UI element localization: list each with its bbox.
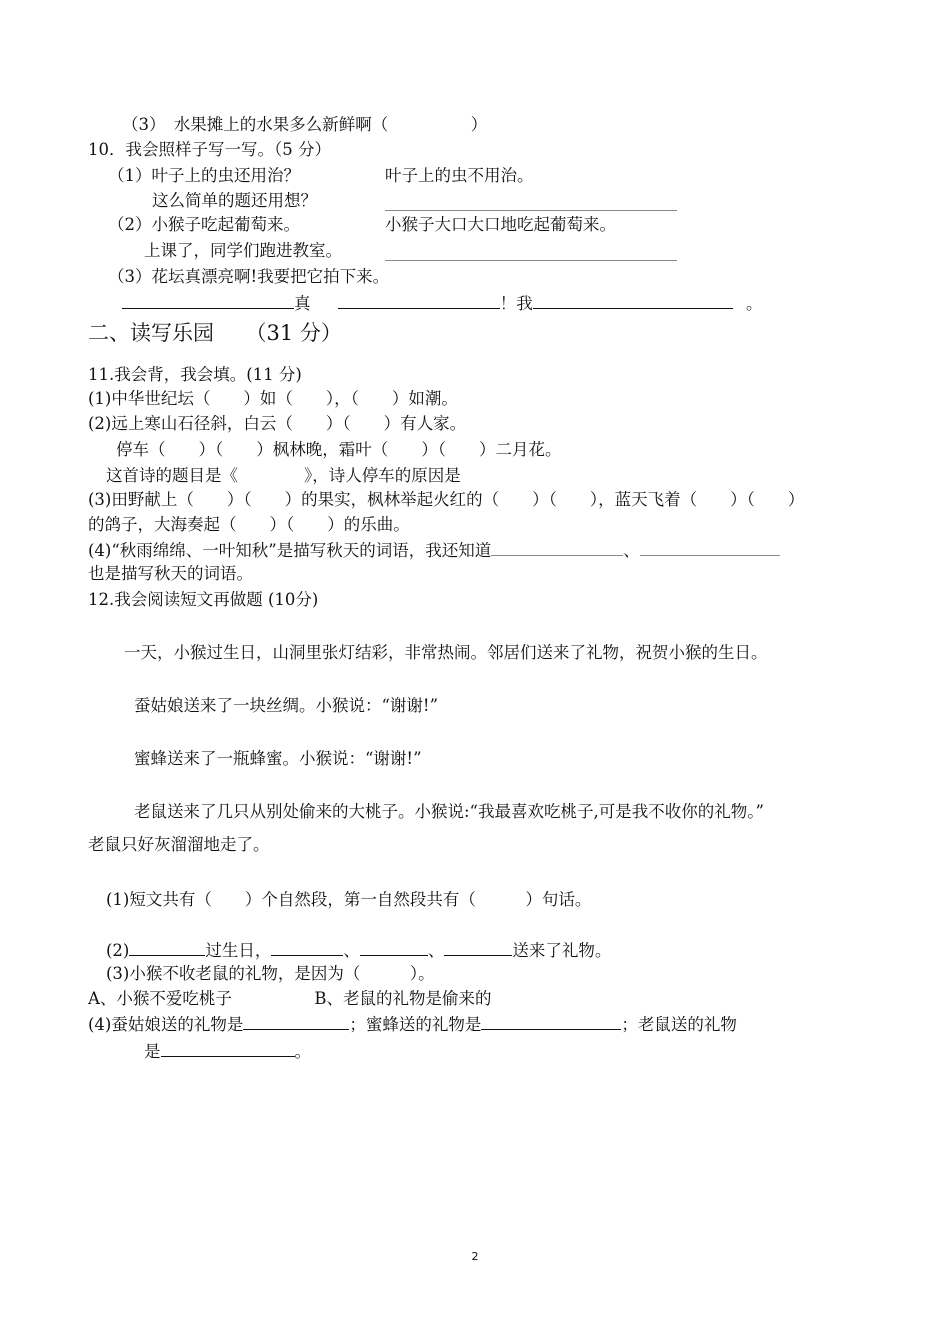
q11-sep: 、 [623,541,640,560]
q12-4-blank-3[interactable] [161,1040,295,1057]
q10-3-zhen: 真 [294,294,311,313]
q11-line-6: 的鸽子，大海奏起（ ）（ ）的乐曲。 [88,515,410,534]
q11-line-5: (3)田野献上（ ）（ ）的果实，枫林举起火红的（ ）（ ），蓝天飞着（ ）（ ） [88,490,805,509]
q12-2-blank-3[interactable] [360,939,428,956]
q12-2-end: 送来了礼物。 [512,941,612,960]
q10-3-blank-1[interactable] [122,292,294,309]
q12-sub-2 [106,939,611,962]
q12-sub-3-options: A、小猴不爱吃桃子 B、老鼠的礼物是偷来的 [88,989,492,1008]
q12-2-blank-2[interactable] [271,939,343,956]
q12-2-sep-2: 、 [427,941,445,960]
q10-2-answer-blank[interactable] [385,244,677,261]
q10-3-end: 。 [746,294,763,313]
q10-2-answer: 小猴子大口大口地吃起葡萄来。 [385,215,616,234]
q10-title: 10．我会照样子写一写。（5 分） [88,140,331,159]
q11-line-2: (2)远上寒山石径斜，白云（ ）（ ）有人家。 [88,414,467,433]
q12-sub-4-cont [144,1040,311,1063]
q12-title: 12.我会阅读短文再做题 (10分) [88,590,319,609]
q11-title: 11.我会背，我会填。(11 分) [88,365,302,384]
q12-2-blank-4[interactable] [444,939,512,956]
q11-blank-1[interactable] [491,539,623,556]
q10-3-blank-2[interactable] [338,292,500,309]
q12-2-text: 过生日， [205,941,272,960]
q12-sub-4 [88,1013,737,1036]
q11-line-7 [88,539,780,562]
passage-para-1: 一天，小猴过生日，山洞里张灯结彩，非常热闹。邻居们送来了礼物，祝贺小猴的生日。 [124,643,768,662]
q12-4-blank-1[interactable] [243,1013,349,1030]
q11-blank-2[interactable] [640,539,780,556]
q11-line-7-text: (4)“秋雨绵绵、一叶知秋”是描写秋天的词语，我还知道 [88,541,492,560]
q10-3-blank-3[interactable] [533,292,733,309]
passage-para-2: 蚕姑娘送来了一块丝绸。小猴说：“谢谢!” [134,696,439,715]
passage-para-3: 蜜蜂送来了一瓶蜂蜜。小猴说：“谢谢!” [134,749,422,768]
q11-line-1: (1)中华世纪坛（ ）如（ ），（ ）如潮。 [88,389,458,408]
q11-line-3: 停车（ ）（ ）枫林晚，霜叶（ ）（ ）二月花。 [116,440,562,459]
passage-para-4-cont: 老鼠只好灰溜溜地走了。 [88,835,270,854]
q12-sub-1: (1)短文共有（ ）个自然段，第一自然段共有（ ）句话。 [106,890,592,909]
page-number: 2 [471,1250,479,1263]
q10-1-example: （1）叶子上的虫还用治？ [108,166,300,185]
q10-1-answer-blank[interactable] [385,194,677,211]
q10-2-question: 上课了，同学们跑进教室。 [144,241,342,260]
q11-line-4: 这首诗的题目是《 》，诗人停车的原因是 [106,466,461,485]
q10-2-example: （2）小猴子吃起葡萄来。 [108,215,300,234]
q12-4-text-b: ；蜜蜂送的礼物是 [349,1015,482,1034]
q9-item-3: （3） 水果摊上的水果多么新鲜啊（ ） [122,115,488,134]
q10-3-wo: ！我 [499,294,533,313]
q10-1-question [152,190,317,212]
q10-3-fill-line [122,292,763,315]
q12-4-text-d: 是 [144,1042,161,1061]
q10-1-answer: 叶子上的虫不用治。 [385,166,534,185]
q12-2-sep-1: 、 [343,941,360,960]
q10-1-question-text: 这么简单的题还用想？ [152,191,317,210]
q12-4-text-c: ；老鼠送的礼物 [621,1015,737,1034]
passage-para-4: 老鼠送来了几只从别处偷来的大桃子。小猴说:“我最喜欢吃桃子,可是我不收你的礼物。” [134,802,764,821]
q12-4-blank-2[interactable] [481,1013,621,1030]
q10-3-example: （3）花坛真漂亮啊!我要把它拍下来。 [108,267,390,286]
q12-sub-2-num: (2) [106,941,130,960]
q12-sub-3: (3)小猴不收老鼠的礼物，是因为（ ）。 [106,964,435,983]
section-2-title: 二、读写乐园 （31 分） [88,321,342,345]
q11-line-8: 也是描写秋天的词语。 [88,564,253,583]
q12-4-end: 。 [294,1042,311,1061]
q12-2-blank-1[interactable] [129,939,205,956]
q12-4-text-a: (4)蚕姑娘送的礼物是 [88,1015,244,1034]
